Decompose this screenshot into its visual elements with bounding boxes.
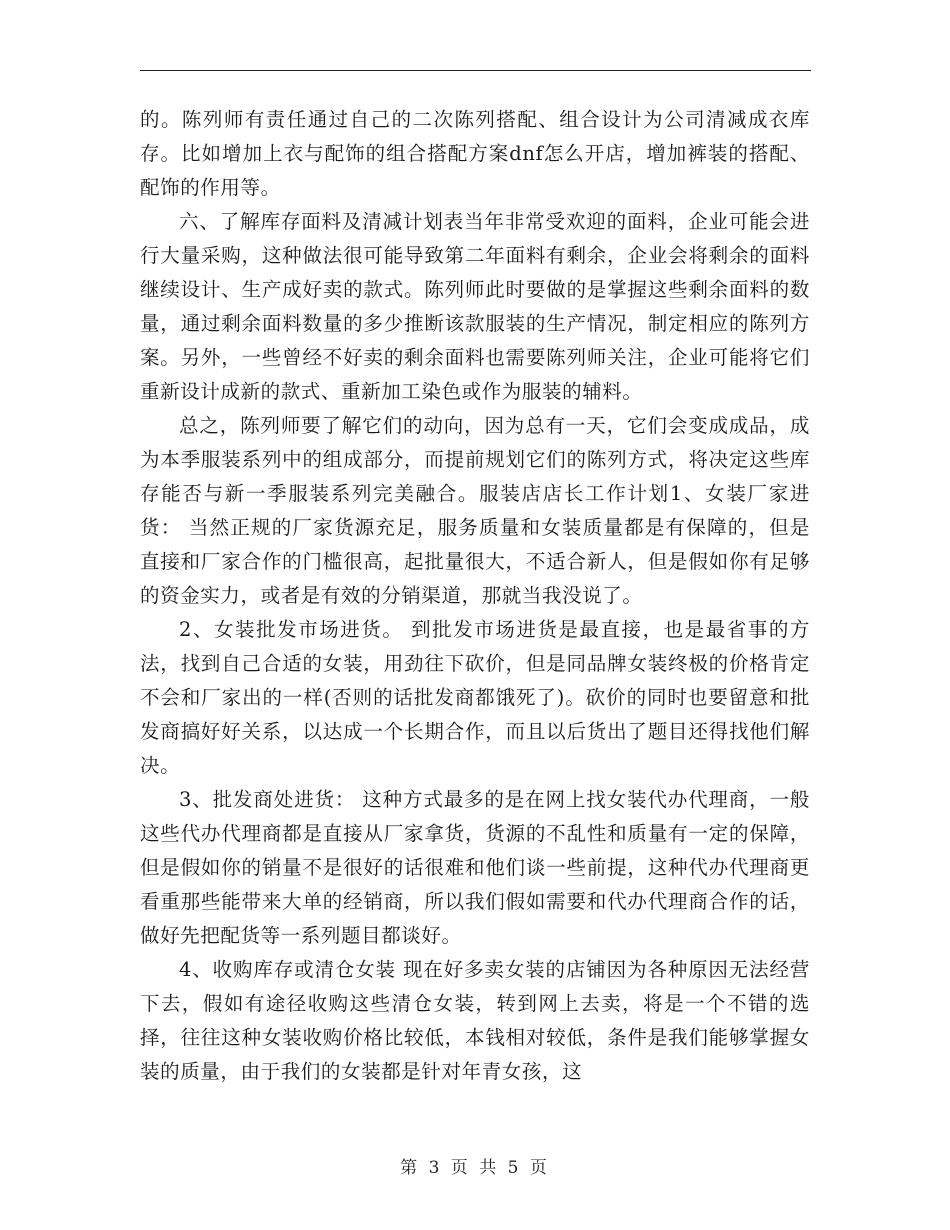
document-body xyxy=(140,103,810,1089)
paragraph-3: 总之，陈列师要了解它们的动向，因为总有一天，它们会变成成品，成为本季服装系列中的组成部分，而提前规划它们的陈列方式，将决定这些库存能否与新一季服装系列完美融合。服装店店长工作计划1、女装厂家进货： 当然正规的厂家货源充足，服务质量和女装质量都是有保障的，但是直接和厂家合作的门槛很高，起批量很大，不适合新人，但是假如你有足够的资金实力，或者是有效的分销渠道，那就当我没说了。 xyxy=(140,414,810,607)
paragraph-5: 3、批发商处进货： 这种方式最多的是在网上找女装代办代理商，一般这些代办代理商都是直接从厂家拿货，货源的不乱性和质量有一定的保障，但是假如你的销量不是很好的话很难和他们谈一些前提，这种代办代理商更看重那些能带来大单的经销商，所以我们假如需要和代办代理商合作的话，做好先把配货等一系列题目都谈好。 xyxy=(140,788,810,947)
paragraph-1: 的。陈列师有责任通过自己的二次陈列搭配、组合设计为公司清减成衣库存。比如增加上衣与配饰的组合搭配方案dnf怎么开店，增加裤装的搭配、配饰的作用等。 xyxy=(140,108,810,199)
page-number-footer: 第 3 页 共 5 页 xyxy=(400,1158,550,1178)
paragraph-2: 六、了解库存面料及清减计划表当年非常受欢迎的面料，企业可能会进行大量采购，这种做法很可能导致第二年面料有剩余，企业会将剩余的面料继续设计、生产成好卖的款式。陈列师此时要做的是掌握这些剩余面料的数量，通过剩余面料数量的多少推断该款服装的生产情况，制定相应的陈列方案。另外，一些曾经不好卖的剩余面料也需要陈列师关注，企业可能将它们重新设计成新的款式、重新加工染色或作为服装的辅料。 xyxy=(140,210,810,403)
paragraph-6: 4、收购库存或清仓女装 现在好多卖女装的店铺因为各种原因无法经营下去，假如有途径收购这些清仓女装，转到网上去卖，将是一个不错的选择，往往这种女装收购价格比较低，本钱相对较低，条件是我们能够掌握女装的质量，由于我们的女装都是针对年青女孩，这 xyxy=(140,958,810,1083)
paragraph-4: 2、女装批发市场进货。 到批发市场进货是最直接，也是最省事的方法，找到自己合适的女装，用劲往下砍价，但是同品牌女装终极的价格肯定不会和厂家出的一样(否则的话批发商都饿死了)。砍价的同时也要留意和批发商搞好好关系，以达成一个长期合作，而且以后货出了题目还得找他们解决。 xyxy=(140,618,810,777)
header-rule xyxy=(140,70,811,71)
